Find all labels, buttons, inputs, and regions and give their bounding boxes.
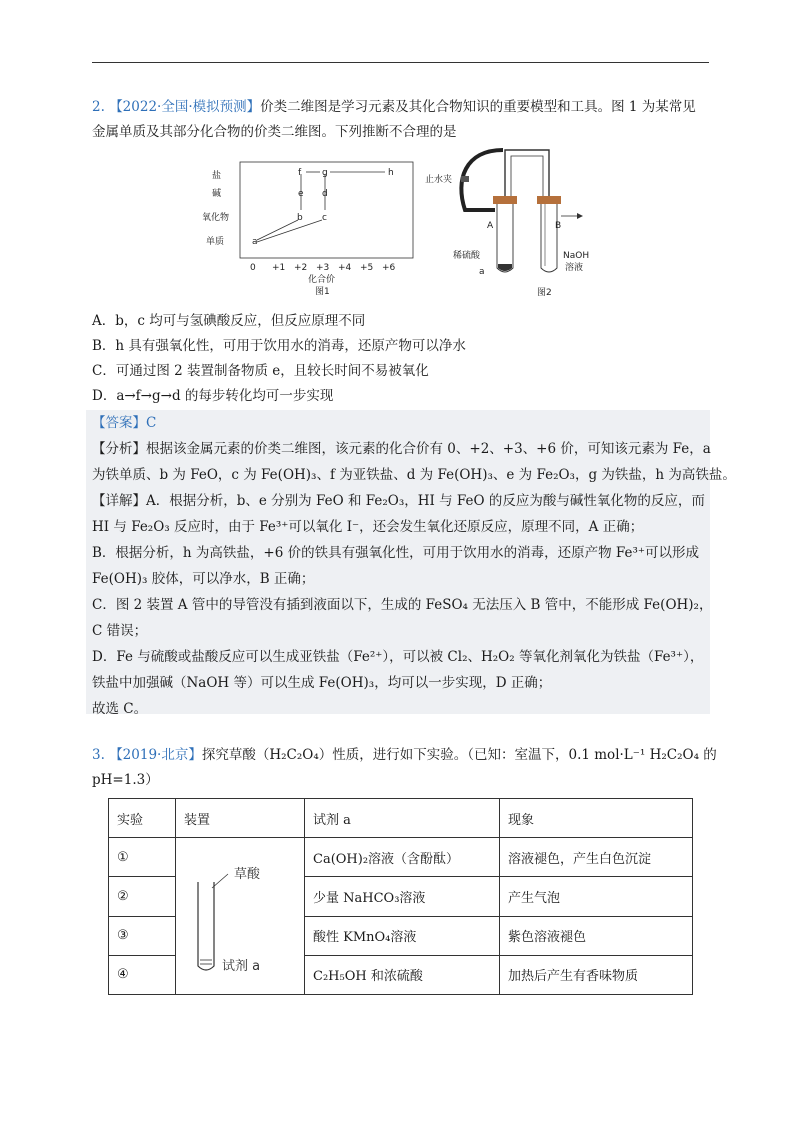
row-number: ④ [109, 955, 176, 994]
q3-stem-text1: 探究草酸（H₂C₂O₄）性质，进行如下实验。（已知：室温下，0.1 mol·L⁻¹ H₂C₂O₄ 的 [201, 747, 717, 763]
reagent-cell: C₂H₅OH 和浓硫酸 [305, 955, 500, 994]
fig2-connecting-tube [505, 150, 549, 200]
fig1-xtick: 0 [250, 263, 256, 273]
fig1-xtick: +1 [272, 263, 286, 273]
q2-analysis-line1: 【分析】根据该金属元素的价类二维图，该元素的化合价有 0、+2、+3、+6 价，可知该元素为 Fe，a [92, 441, 711, 457]
table-header-cell: 实验 [109, 799, 176, 838]
fig1-xtick: +2 [294, 263, 308, 273]
table-header-cell: 试剂 a [305, 799, 500, 838]
fig2-solution-label: 溶液 [565, 263, 584, 273]
q2-option-c: C．可通过图 2 装置制备物质 e，且较长时间不易被氧化 [92, 363, 429, 379]
fig1-xtitle: 化合价 [308, 275, 336, 285]
q2-explain-line5: C．图 2 装置 A 管中的导管没有插到液面以下，生成的 FeSO₄ 无法压入 B 管中，不能形成 Fe(OH)₂， [92, 597, 713, 613]
q2-option-b: B．h 具有强氧化性，可用于饮用水的消毒，还原产物可以净水 [92, 338, 466, 354]
fig2-label-a: A [487, 221, 494, 231]
apparatus-cell [176, 838, 305, 995]
fig1-xtick: +6 [382, 263, 396, 273]
fig1-xtick: +4 [338, 263, 352, 273]
q2-analysis-line2: 为铁单质、b 为 FeO，c 为 Fe(OH)₃、f 为亚铁盐、d 为 Fe(OH)₃、e 为 Fe₂O₃，g 为铁盐，h 为高铁盐。 [92, 467, 736, 483]
header-rule [92, 62, 709, 63]
q2-answer-label: 【答案】 [92, 415, 146, 431]
fig2-label-b: B [555, 221, 562, 231]
q3-source: 【2019·北京】 [109, 747, 202, 763]
fig2-naoh-label: NaOH [563, 251, 590, 261]
phenomenon-cell: 紫色溶液褪色 [500, 916, 693, 955]
row-number: ② [109, 877, 176, 916]
fig1-xtick: +3 [316, 263, 330, 273]
fig2-tube-a [497, 204, 513, 272]
phenomenon-cell: 产生气泡 [500, 877, 693, 916]
q2-explain-line1: 【详解】A．根据分析，b、e 分别为 FeO 和 Fe₂O₃，HI 与 FeO 的反应为酸与碱性氧化物的反应，而 [92, 493, 705, 509]
fig1-point-d: d [322, 189, 328, 199]
q2-explain-line8: 铁盐中加强碱（NaOH 等）可以生成 Fe(OH)₃，均可以一步实现，D 正确； [92, 675, 552, 691]
q2-answer-value: C [146, 415, 157, 431]
q2-explain-line9: 故选 C。 [92, 701, 148, 717]
fig1-ylabel-salt: 盐 [212, 171, 222, 181]
fig1-point-f: f [298, 168, 302, 178]
fig2-tube-b [541, 204, 557, 272]
q2-answer [92, 413, 156, 433]
oxalic-acid-label: 草酸 [234, 867, 261, 882]
fig1-valence-diagram [200, 160, 420, 300]
table-header-row [109, 799, 693, 838]
table-row [109, 838, 693, 877]
test-tube [198, 882, 214, 970]
q2-explain-line2: HI 与 Fe₂O₃ 反应时，由于 Fe³⁺可以氧化 I⁻，还会发生氧化还原反应，原理不同，A 正确； [92, 519, 644, 535]
fig2-caption: 图2 [537, 288, 552, 298]
fig2-stopper-b [537, 196, 561, 204]
fig1-point-h: h [388, 168, 394, 178]
fig1-point-e: e [298, 189, 304, 199]
test-tube-diagram [176, 838, 304, 990]
q2-stem-line1 [92, 97, 696, 117]
fig1-point-c: c [322, 213, 327, 223]
q3-stem-line2: pH=1.3） [92, 772, 159, 788]
fig2-solid-a [498, 264, 512, 271]
q2-explain-line4: Fe(OH)₃ 胶体，可以净水，B 正确； [92, 571, 315, 587]
fig2-solid-label: a [479, 267, 485, 277]
reagent-a-label: 试剂 a [222, 959, 261, 974]
fig1-link-a-c [257, 220, 322, 242]
table-header-cell: 装置 [176, 799, 305, 838]
row-number: ③ [109, 916, 176, 955]
q2-number: 2. [92, 99, 105, 115]
fig1-caption: 图1 [315, 287, 330, 297]
q3-experiment-table [108, 798, 693, 995]
q2-stem-text1: 价类二维图是学习元素及其化合物知识的重要模型和工具。图 1 为某常见 [260, 99, 696, 115]
fig1-ylabel-base: 碱 [212, 189, 222, 199]
fig1-point-b: b [297, 213, 303, 223]
q3-number: 3. [92, 747, 105, 763]
row-number: ① [109, 838, 176, 877]
fig2-acid-label: 稀硫酸 [453, 251, 481, 261]
fig2-clamp-label: 止水夹 [425, 175, 453, 185]
q2-option-d: D．a→f→g→d 的每步转化均可一步实现 [92, 388, 334, 404]
reagent-cell: 少量 NaHCO₃溶液 [305, 877, 500, 916]
q2-stem-line2: 金属单质及其部分化合物的价类二维图。下列推断不合理的是 [92, 124, 457, 140]
q2-source: 【2022·全国·模拟预测】 [109, 99, 261, 115]
phenomenon-cell: 溶液褪色，产生白色沉淀 [500, 838, 693, 877]
fig2-clamp [461, 176, 469, 182]
fig2-stopper-a [493, 196, 517, 204]
table-header-cell: 现象 [500, 799, 693, 838]
fig1-point-a: a [252, 237, 258, 247]
reagent-cell: Ca(OH)₂溶液（含酚酞） [305, 838, 500, 877]
reagent-cell: 酸性 KMnO₄溶液 [305, 916, 500, 955]
q2-explain-line7: D．Fe 与硫酸或盐酸反应可以生成亚铁盐（Fe²⁺），可以被 Cl₂、H₂O₂ 等氧化剂氧化为铁盐（Fe³⁺）， [92, 649, 704, 665]
fig1-ylabel-oxide: 氧化物 [202, 213, 230, 223]
fig1-point-g: g [322, 168, 328, 178]
fig2-apparatus [425, 140, 600, 300]
phenomenon-cell: 加热后产生有香味物质 [500, 955, 693, 994]
q3-stem-line1 [92, 745, 717, 765]
q2-explain-line6: C 错误； [92, 623, 148, 639]
fig1-xtick: +5 [360, 263, 374, 273]
q2-explain-line3: B．根据分析，h 为高铁盐，+6 价的铁具有强氧化性，可用于饮用水的消毒，还原产物 Fe³⁺可以形成 [92, 545, 700, 561]
fig1-ylabel-element: 单质 [206, 237, 225, 247]
q2-option-a: A．b，c 均可与氢碘酸反应，但反应原理不同 [92, 313, 366, 329]
